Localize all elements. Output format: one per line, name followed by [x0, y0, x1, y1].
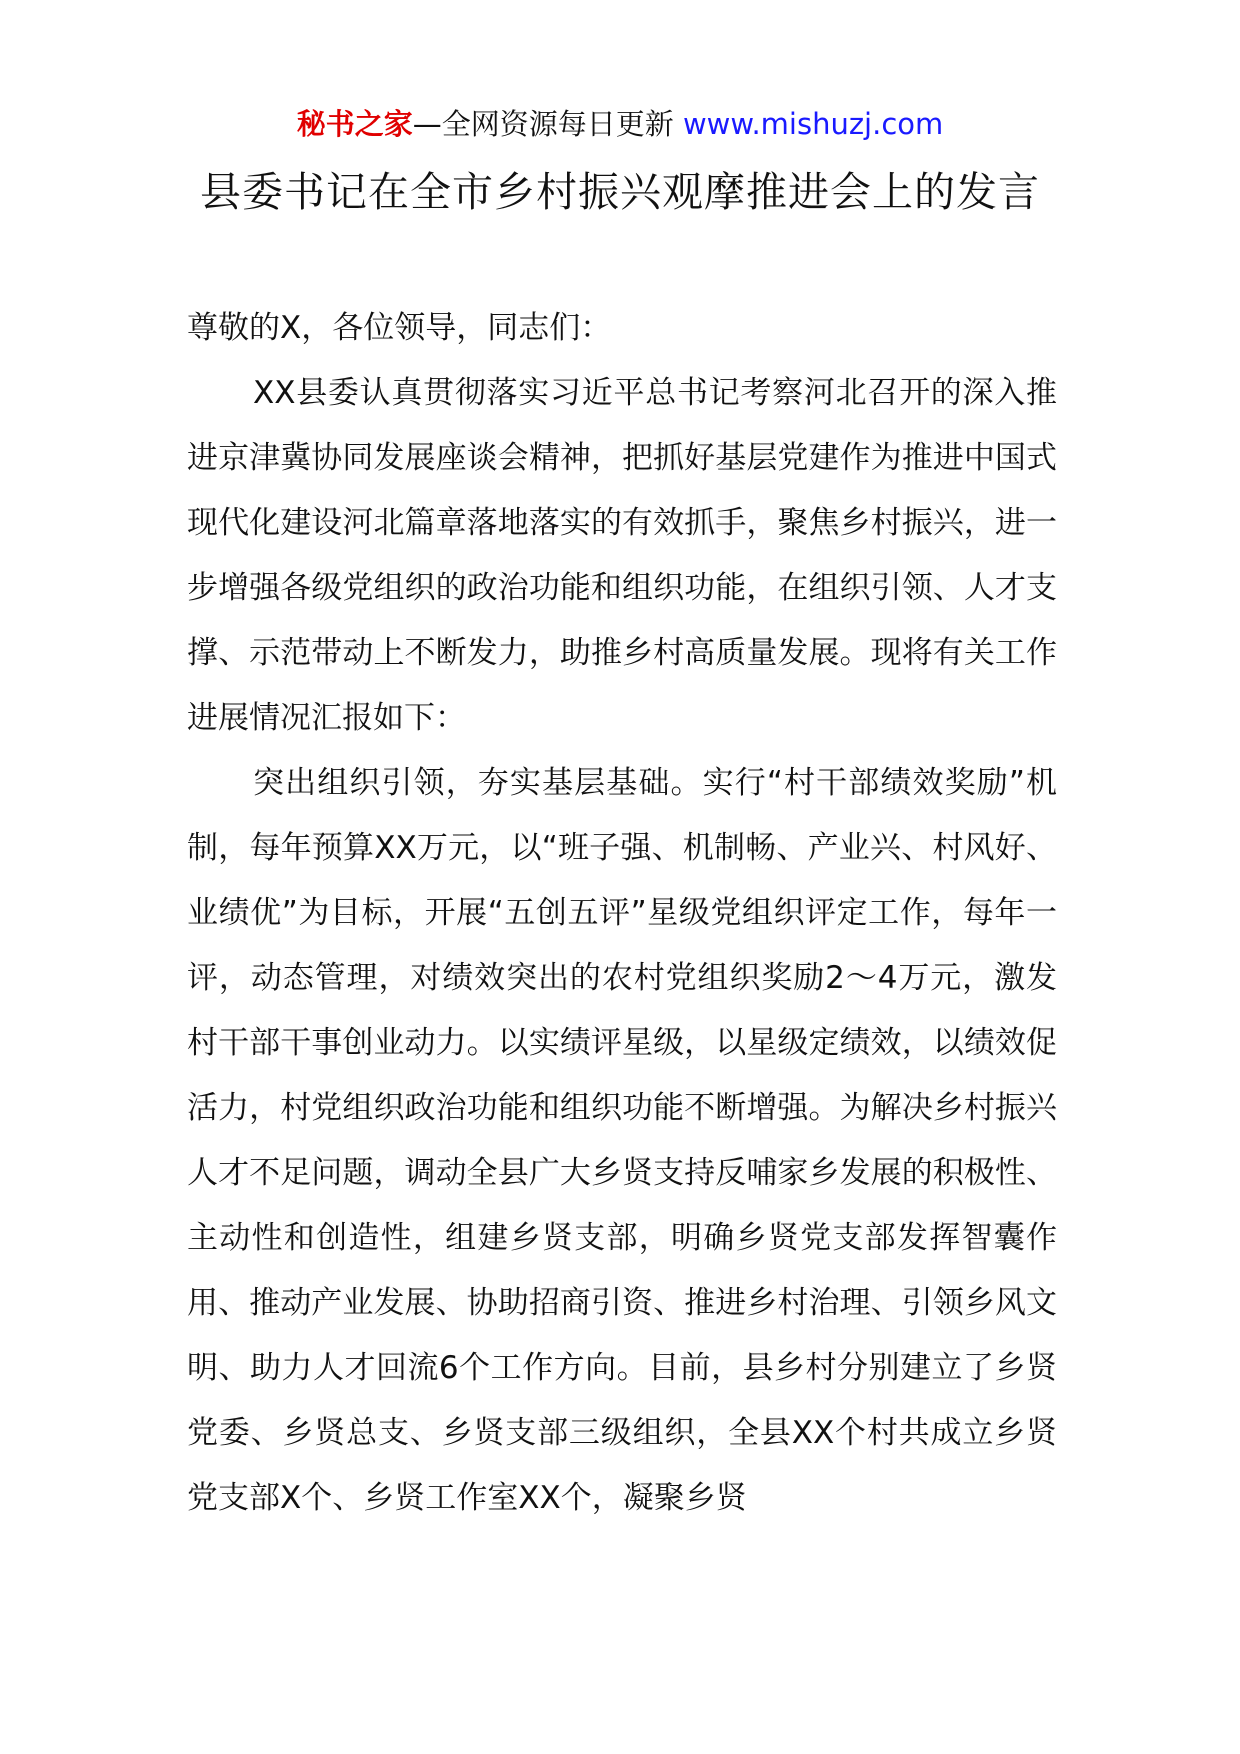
paragraph: 突出组织引领，夯实基层基础。实行“村干部绩效奖励”机制，每年预算XX万元，以“班子强、机制畅、产业兴、村风好、业绩优”为目标，开展“五创五评”星级党组织评定工作，每年一评，动态管理，对绩效突出的农村党组织奖励2～4万元，激发村干部干事创业动力。以实绩评星级，以星级定绩效，以绩效促活力，村党组织政治功能和组织功能不断增强。为解决乡村振兴人才不足问题，调动全县广大乡贤支持反哺家乡发展的积极性、主动性和创造性，组建乡贤支部，明确乡贤党支部发挥智囊作用、推动产业发展、协助招商引资、推进乡村治理、引领乡风文明、助力人才回流6个工作方向。目前，县乡村分别建立了乡贤党委、乡贤总支、乡贤支部三级组织，全县XX个村共成立乡贤党支部X个、乡贤工作室XX个，凝聚乡贤 — [187, 765, 1057, 1516]
document-title: 县委书记在全市乡村振兴观摩推进会上的发言 — [200, 168, 1040, 216]
site-url-link[interactable]: www.mishuzj.com — [682, 107, 944, 141]
brand-name: 秘书之家 — [296, 107, 413, 141]
paragraph: XX县委认真贯彻落实习近平总书记考察河北召开的深入推进京津冀协同发展座谈会精神，把抓好基层党建作为推进中国式现代化建设河北篇章落地落实的有效抓手，聚焦乡村振兴，进一步增强各级党组织的政治功能和组织功能，在组织引领、人才支撑、示范带动上不断发力，助推乡村高质量发展。现将有关工作进展情况汇报如下： — [187, 375, 1057, 736]
site-header — [0, 104, 1240, 144]
header-tagline: —全网资源每日更新 — [412, 107, 683, 141]
document-body — [187, 296, 1057, 1531]
salutation: 尊敬的X，各位领导，同志们： — [187, 310, 612, 346]
